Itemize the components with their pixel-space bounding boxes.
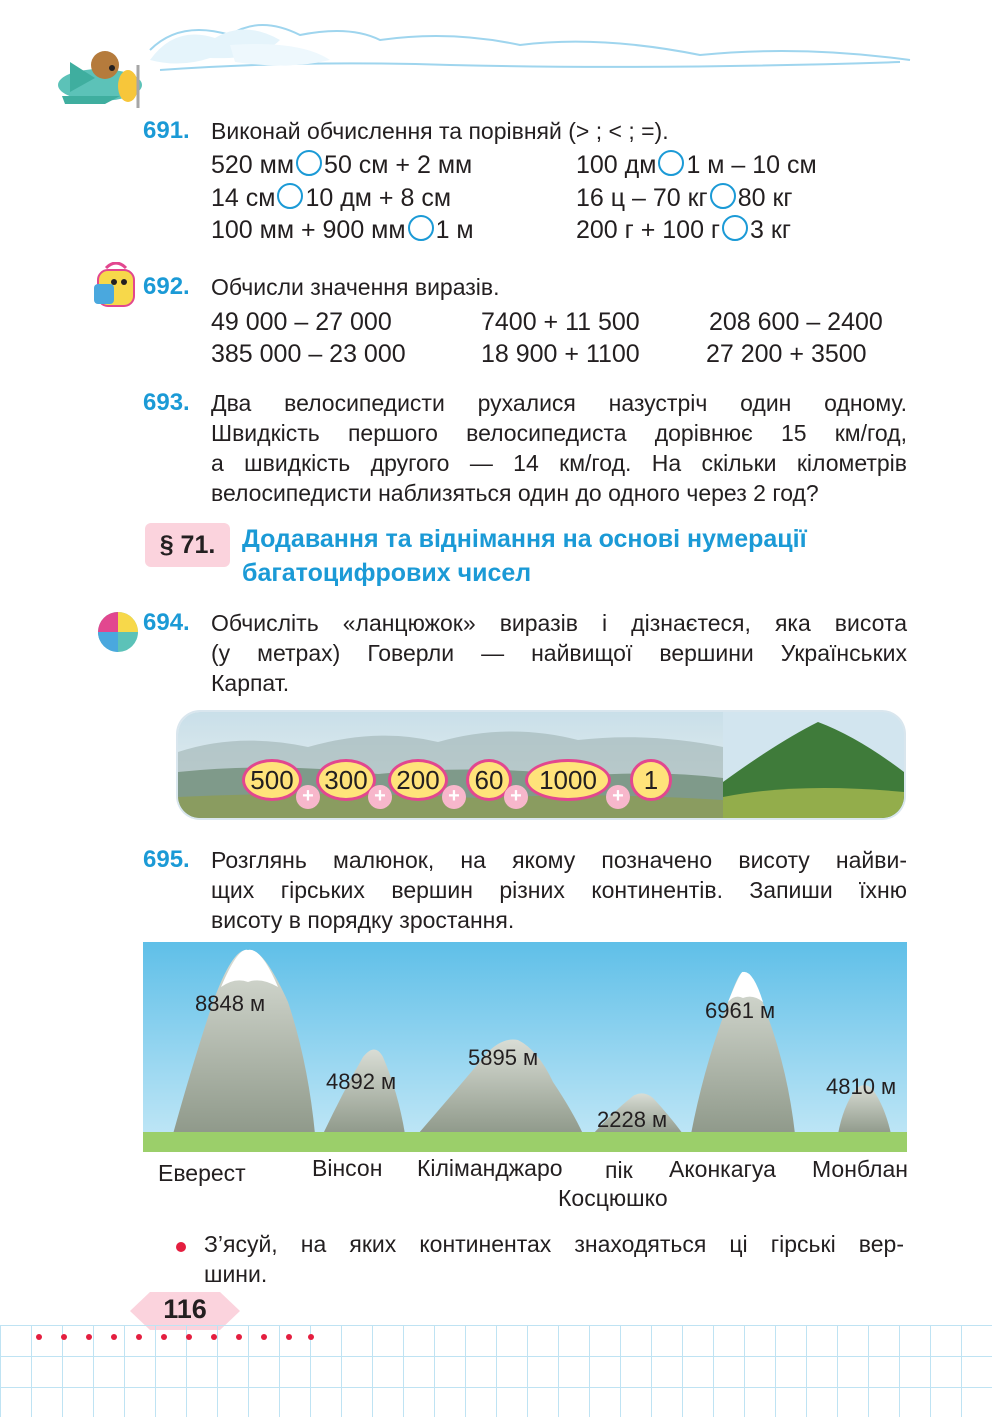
exercise-text-line: висоту в порядку зростання.	[211, 907, 515, 933]
expr-left: 200 г + 100 г	[576, 216, 721, 244]
compare-circle[interactable]	[658, 150, 684, 176]
compare-circle[interactable]	[277, 183, 303, 209]
expr-left: 16 ц – 70 кг	[576, 184, 708, 212]
exercise-number: 695.	[143, 846, 190, 873]
expr-left: 100 мм + 900 мм	[211, 216, 406, 244]
expression: 208 600 – 2400	[709, 308, 883, 336]
puzzle-icon	[94, 608, 142, 656]
peak-height-label: 5895 м	[468, 1045, 539, 1070]
backpack-icon	[92, 262, 144, 310]
compare-row	[211, 216, 474, 245]
expr-right: 80 кг	[737, 184, 793, 212]
chain-number: 60	[466, 759, 512, 801]
compare-circle[interactable]	[710, 183, 736, 209]
expr-right: 10 дм + 8 см	[305, 184, 452, 212]
section-title-line: Додавання та віднімання на основі нумерації	[242, 525, 807, 553]
plus-sign: +	[368, 785, 392, 809]
peak-name: Косцюшко	[558, 1185, 668, 1211]
expression: 385 000 – 23 000	[211, 340, 406, 368]
chain-number: 500	[242, 759, 302, 801]
expression: 18 900 + 1100	[481, 340, 640, 368]
chain-number: 200	[388, 759, 448, 801]
header-decoration	[0, 0, 992, 120]
peak-height-label: 6961 м	[705, 998, 776, 1023]
exercise-text-line: (у метрах) Говерли — найвищої вершини Українських	[211, 640, 907, 666]
compare-row	[576, 216, 791, 245]
page-number: 116	[163, 1294, 207, 1324]
compare-circle[interactable]	[408, 215, 434, 241]
peak-name: Монблан	[812, 1156, 908, 1182]
peak-name: Вінсон	[312, 1155, 383, 1181]
exercise-text-line: Два велосипедисти рухалися назустріч один одному.	[211, 390, 907, 416]
peak-name: Аконкагуа	[669, 1156, 776, 1182]
plane-icon	[58, 51, 142, 108]
peak-name: Кіліманджаро	[417, 1155, 563, 1181]
compare-circle[interactable]	[296, 150, 322, 176]
chain-number: 1000	[525, 759, 611, 801]
exercise-number: 693.	[143, 389, 190, 416]
chain-picture	[178, 712, 904, 818]
expression: 49 000 – 27 000	[211, 308, 392, 336]
exercise-task: Обчисли значення виразів.	[211, 274, 500, 300]
exercise-text-line: велосипедисти наблизяться один до одного через 2 год?	[211, 480, 819, 506]
expr-left: 14 см	[211, 184, 276, 212]
exercise-text-line: Карпат.	[211, 670, 290, 696]
footer-dots	[0, 1334, 330, 1344]
exercise-text-line: а швидкість другого — 14 км/год. На скільки кілометрів	[211, 450, 907, 476]
compare-row	[211, 151, 472, 180]
plus-sign: +	[442, 785, 466, 809]
expr-right: 1 м – 10 см	[686, 151, 817, 179]
peak-height-label: 4810 м	[826, 1074, 897, 1099]
chain-number: 300	[316, 759, 376, 801]
section-badge: § 71.	[145, 523, 230, 567]
exercise-text-line: щих гірських вершин різних континентів. Запиши їхню	[211, 877, 907, 903]
expression: 7400 + 11 500	[481, 308, 640, 336]
peak-name: пік	[605, 1157, 633, 1183]
compare-row	[211, 184, 451, 213]
plus-sign: +	[296, 785, 320, 809]
exercise-task: Виконай обчислення та порівняй (> ; < ; =).	[211, 118, 669, 144]
exercise-number: 694.	[143, 609, 190, 636]
exercise-text-line: Обчисліть «ланцюжок» виразів і дізнаєтеся, яка висота	[211, 610, 907, 636]
exercise-text-line: Швидкість першого велосипедиста дорівнює 15 км/год,	[211, 420, 907, 446]
expr-right: 50 см + 2 мм	[324, 151, 473, 179]
bullet-text-line: шини.	[204, 1261, 268, 1287]
bullet-text-line: З’ясуй, на яких континентах знаходяться ці гірські вер-	[204, 1231, 904, 1257]
expression: 27 200 + 3500	[706, 340, 867, 368]
chain-number: 1	[630, 759, 672, 801]
expr-right: 1 м	[435, 216, 474, 244]
peak-height-label: 4892 м	[326, 1069, 397, 1094]
exercise-number: 692.	[143, 273, 190, 300]
plus-sign: +	[606, 785, 630, 809]
section-title-line: багатоцифрових чисел	[242, 559, 532, 587]
peak-name: Еверест	[158, 1160, 246, 1186]
peak-height-label: 8848 м	[195, 991, 266, 1016]
peak-height-label: 2228 м	[597, 1107, 668, 1132]
compare-circle[interactable]	[722, 215, 748, 241]
compare-row	[576, 151, 817, 180]
section-title	[242, 522, 807, 590]
compare-row	[576, 184, 793, 213]
plus-sign: +	[504, 785, 528, 809]
expr-left: 100 дм	[576, 151, 657, 179]
expr-right: 3 кг	[750, 216, 791, 244]
exercise-text-line: Розглянь малюнок, на якому позначено висоту найви-	[211, 847, 907, 873]
exercise-number: 691.	[143, 117, 190, 144]
expr-left: 520 мм	[211, 151, 295, 179]
bullet-dot	[176, 1242, 186, 1252]
